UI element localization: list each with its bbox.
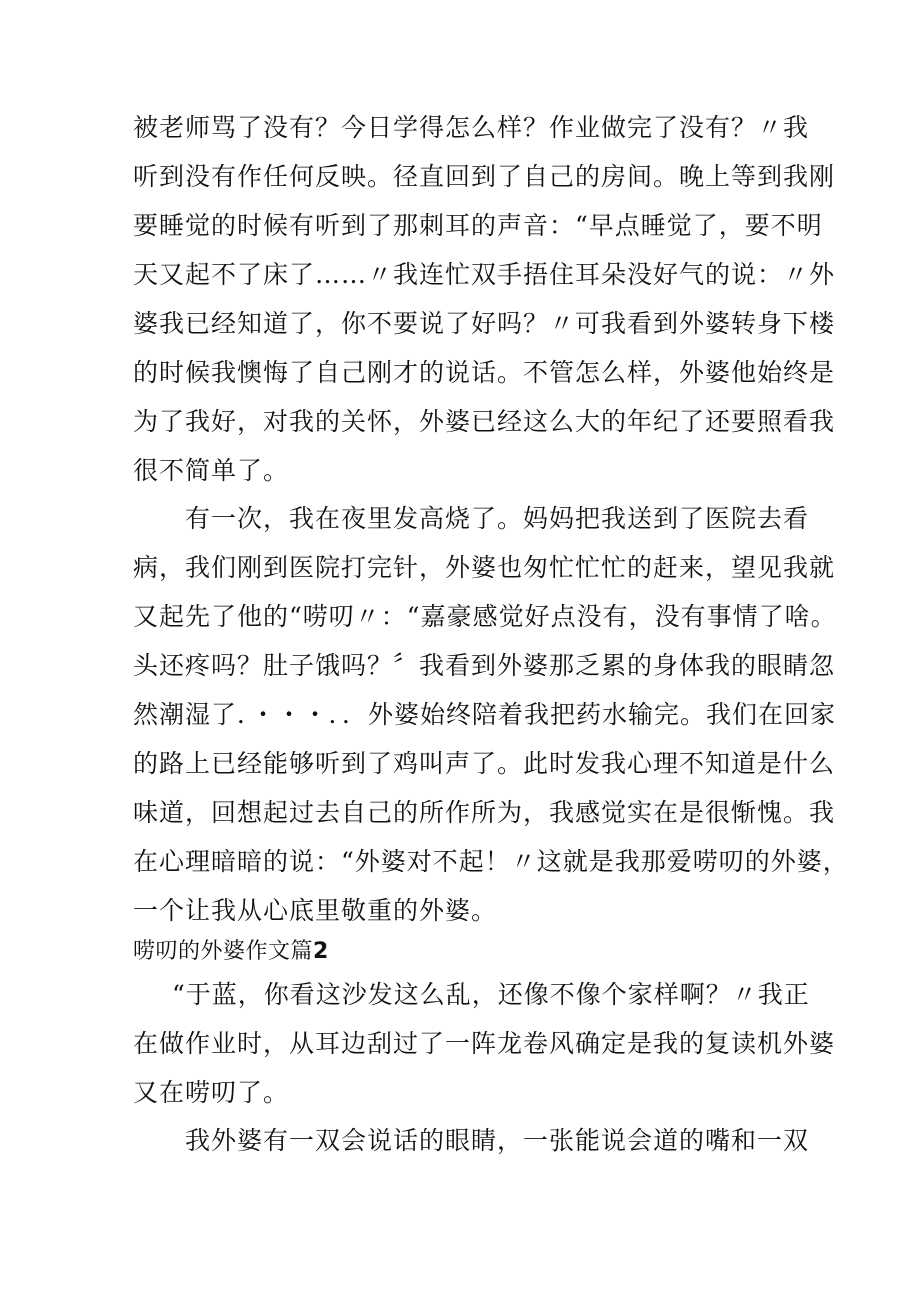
text-line: 头还疼吗？肚子饿吗？〞我看到外婆那乏累的身体我的眼睛忽 xyxy=(133,651,836,680)
text-line: 又在唠叨了。 xyxy=(133,1078,290,1107)
text-line: 婆我已经知道了，你不要说了好吗？〃可我看到外婆转身下楼 xyxy=(133,309,836,338)
text-line: 然潮湿了．・・・．．外婆始终陪着我把药水输完。我们在回家 xyxy=(133,700,837,729)
text-line: 的路上已经能够听到了鸡叫声了。此时发我心理不知道是什么 xyxy=(133,749,836,778)
text-line: 被老师骂了没有？今日学得怎么样？作业做完了没有？〃我 xyxy=(133,113,810,142)
text-line: 我外婆有一双会说话的眼睛，一张能说会道的嘴和一双 xyxy=(185,1126,810,1155)
text-line: 天又起不了床了……〃我连忙双手捂住耳朵没好气的说：〃外 xyxy=(133,260,836,289)
text-line: 很不简单了。 xyxy=(133,456,290,485)
text-line: 的时候我懊悔了自己刚才的说话。不管怎么样，外婆他始终是 xyxy=(133,358,836,387)
section-heading xyxy=(133,927,329,976)
heading-text: 唠叨的外婆作文篇 xyxy=(133,939,314,964)
text-line: 一个让我从心底里敬重的外婆。 xyxy=(133,896,498,925)
text-line: 为了我好，对我的关怀，外婆已经这么大的年纪了还要照看我 xyxy=(133,407,836,436)
text-line: 听到没有作任何反映。径直回到了自己的房间。晚上等到我刚 xyxy=(133,162,836,191)
text-line: 味道，回想起过去自己的所作所为，我感觉实在是很惭愧。我 xyxy=(133,798,836,827)
text-line: 有一次，我在夜里发高烧了。妈妈把我送到了医院去看 xyxy=(185,504,810,533)
text-line: 在做作业时，从耳边刮过了一阵龙卷风确定是我的复读机外婆 xyxy=(133,1029,836,1058)
text-line: 在心理暗暗的说：“外婆对不起！〃这就是我那爱唠叨的外婆， xyxy=(133,847,849,876)
heading-number: 2 xyxy=(313,939,329,964)
text-line: “于蓝，你看这沙发这么乱，还像不像个家样啊？〃我正 xyxy=(172,980,810,1009)
text-line: 又起先了他的“唠叨〃：“嘉豪感觉好点没有，没有事情了啥。 xyxy=(133,602,837,631)
text-line: 病，我们刚到医院打完针，外婆也匆忙忙忙的赶来，望见我就 xyxy=(133,553,836,582)
text-line: 要睡觉的时候有听到了那刺耳的声音：“早点睡觉了，要不明 xyxy=(133,211,823,240)
